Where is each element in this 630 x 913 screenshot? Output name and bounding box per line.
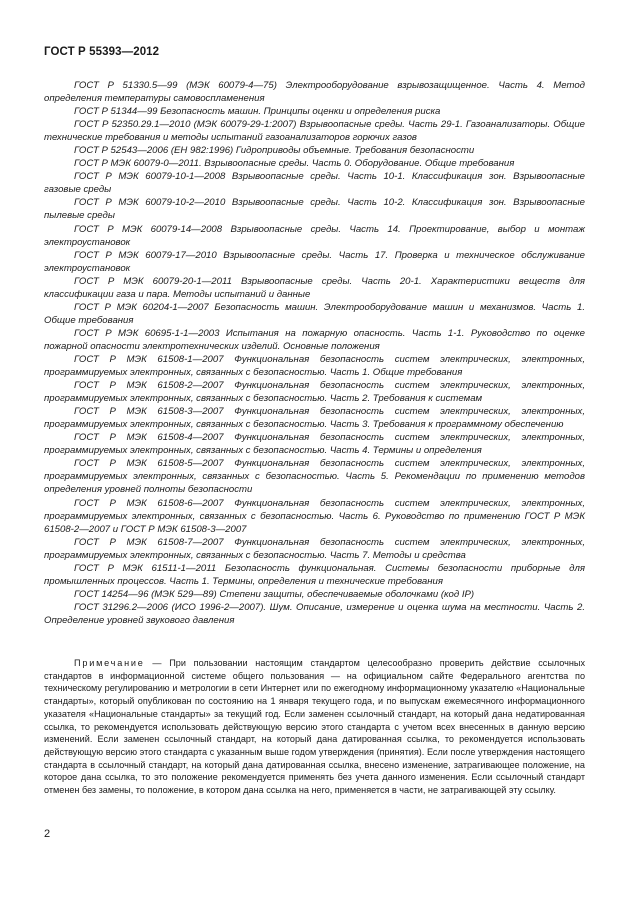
reference-entry: ГОСТ Р МЭК 61508-4—2007 Функциональная безопасность систем электрических, электронных, программируемых электронных, связанных с безопасностью. Часть 4. Термины и определения xyxy=(44,432,585,457)
reference-entry: ГОСТ Р МЭК 60079-20-1—2011 Взрывоопасные среды. Часть 20-1. Характеристики веществ для классификации газа и пара. Методы испытаний и данные xyxy=(44,275,585,300)
reference-entry: ГОСТ Р МЭК 61508-6—2007 Функциональная безопасность систем электрических, электронных, программируемых электронных, связанных с безопасностью. Часть 6. Руководство по применению ГОСТ Р МЭК 61508-2—2007 и ГОСТ Р МЭК 61508-3—2007 xyxy=(44,497,585,535)
reference-entry: ГОСТ Р МЭК 60079-10-1—2008 Взрывоопасные среды. Часть 10-1. Классификация зон. Взрывоопасные газовые среды xyxy=(44,171,585,196)
reference-entry: ГОСТ Р МЭК 60079-10-2—2010 Взрывоопасные среды. Часть 10-2. Классификация зон. Взрывоопасные пылевые среды xyxy=(44,197,585,222)
reference-entry: ГОСТ Р 51330.5—99 (МЭК 60079-4—75) Электрооборудование взрывозащищенное. Часть 4. Метод определения температуры самовоспламенения xyxy=(44,80,585,105)
reference-entry: ГОСТ Р МЭК 61508-5—2007 Функциональная безопасность систем электрических, электронных, программируемых электронных, связанных с безопасностью. Часть 5. Рекомендации по применению методов определения уровней полноты безопасности xyxy=(44,458,585,496)
note-text: — При пользовании настоящим стандартом целесообразно проверить действие ссылочных стандартов в информационной системе общего пользования — на официальном сайте Федерального агентства по техническому регулированию и метрологии в сети Интернет или по ежегодному информационному указателю «Национальные стандарты», который опубликован по состоянию на 1 января текущего года, и по выпускам ежемесячного информационного указателя «Национальные стандарты» за текущий год. Если заменен ссылочный стандарт, на который дана недатированная ссылка, то рекомендуется использовать действующую версию этого стандарта с учетом всех внесенных в данную версию изменений. Если заменен ссылочный стандарт, на который дана датированная ссылка, то рекомендуется использовать действующую версию этого стандарта с указанным выше годом утверждения (принятия). Если после утверждения настоящего стандарта в ссылочный стандарт, на который дана датированная ссылка, внесено изменение, затрагивающее положение, на которое дана ссылка, то это положение рекомендуется применять без учета данного изменения. Если ссылочный стандарт отменен без замены, то положение, в котором дана ссылка на него, применяется в части, не затрагивающей эту ссылку. xyxy=(44,658,585,796)
reference-entry: ГОСТ Р МЭК 60695-1-1—2003 Испытания на пожарную опасность. Часть 1-1. Руководство по оценке пожарной опасности электротехнических изделий. Основные положения xyxy=(44,327,585,352)
reference-entry: ГОСТ Р МЭК 60079-14—2008 Взрывоопасные среды. Часть 14. Проектирование, выбор и монтаж электроустановок xyxy=(44,223,585,248)
reference-entry: ГОСТ Р МЭК 60079-0—2011. Взрывоопасные среды. Часть 0. Оборудование. Общие требования xyxy=(74,158,515,170)
reference-entry: ГОСТ Р 52543—2006 (ЕН 982:1996) Гидроприводы объемные. Требования безопасности xyxy=(74,145,475,157)
reference-entry: ГОСТ Р 52350.29.1—2010 (МЭК 60079-29-1:2007) Взрывоопасные среды. Часть 29-1. Газоанализаторы. Общие технические требования и методы испытаний газоанализаторов горючих газов xyxy=(44,119,585,144)
reference-entry: ГОСТ Р МЭК 60079-17—2010 Взрывоопасные среды. Часть 17. Проверка и техническое обслуживание электроустановок xyxy=(44,249,585,274)
reference-entry: ГОСТ Р МЭК 60204-1—2007 Безопасность машин. Электрооборудование машин и механизмов. Часть 1. Общие требования xyxy=(44,301,585,326)
document-header: ГОСТ Р 55393—2012 xyxy=(44,46,160,58)
reference-entry: ГОСТ Р МЭК 61511-1—2011 Безопасность функциональная. Системы безопасности приборные для промышленных процессов. Часть 1. Термины, определения и технические требования xyxy=(44,562,585,587)
note-paragraph xyxy=(44,657,585,797)
normative-references-list xyxy=(44,79,585,627)
reference-entry: ГОСТ Р 51344—99 Безопасность машин. Принципы оценки и определения риска xyxy=(74,106,441,118)
reference-entry: ГОСТ Р МЭК 61508-7—2007 Функциональная безопасность систем электрических, электронных, программируемых электронных, связанных с безопасностью. Часть 7. Методы и средства xyxy=(44,536,585,561)
reference-entry: ГОСТ Р МЭК 61508-1—2007 Функциональная безопасность систем электрических, электронных, программируемых электронных, связанных с безопасностью. Часть 1. Общие требования xyxy=(44,353,585,379)
reference-entry: ГОСТ 14254—96 (МЭК 529—89) Степени защиты, обеспечиваемые оболочками (код IP) xyxy=(74,588,475,600)
page-number: 2 xyxy=(44,828,51,840)
note-lead: Примечание xyxy=(74,658,145,668)
reference-entry: ГОСТ Р МЭК 61508-3—2007 Функциональная безопасность систем электрических, электронных, программируемых электронных, связанных с безопасностью. Часть 3. Требования к программному обеспечению xyxy=(44,406,585,431)
reference-entry: ГОСТ Р МЭК 61508-2—2007 Функциональная безопасность систем электрических, электронных, программируемых электронных, связанных с безопасностью. Часть 2. Требования к системам xyxy=(44,380,585,405)
reference-entry: ГОСТ 31296.2—2006 (ИСО 1996-2—2007). Шум. Описание, измерение и оценка шума на местности. Часть 2. Определение уровней звукового давления xyxy=(44,601,585,626)
